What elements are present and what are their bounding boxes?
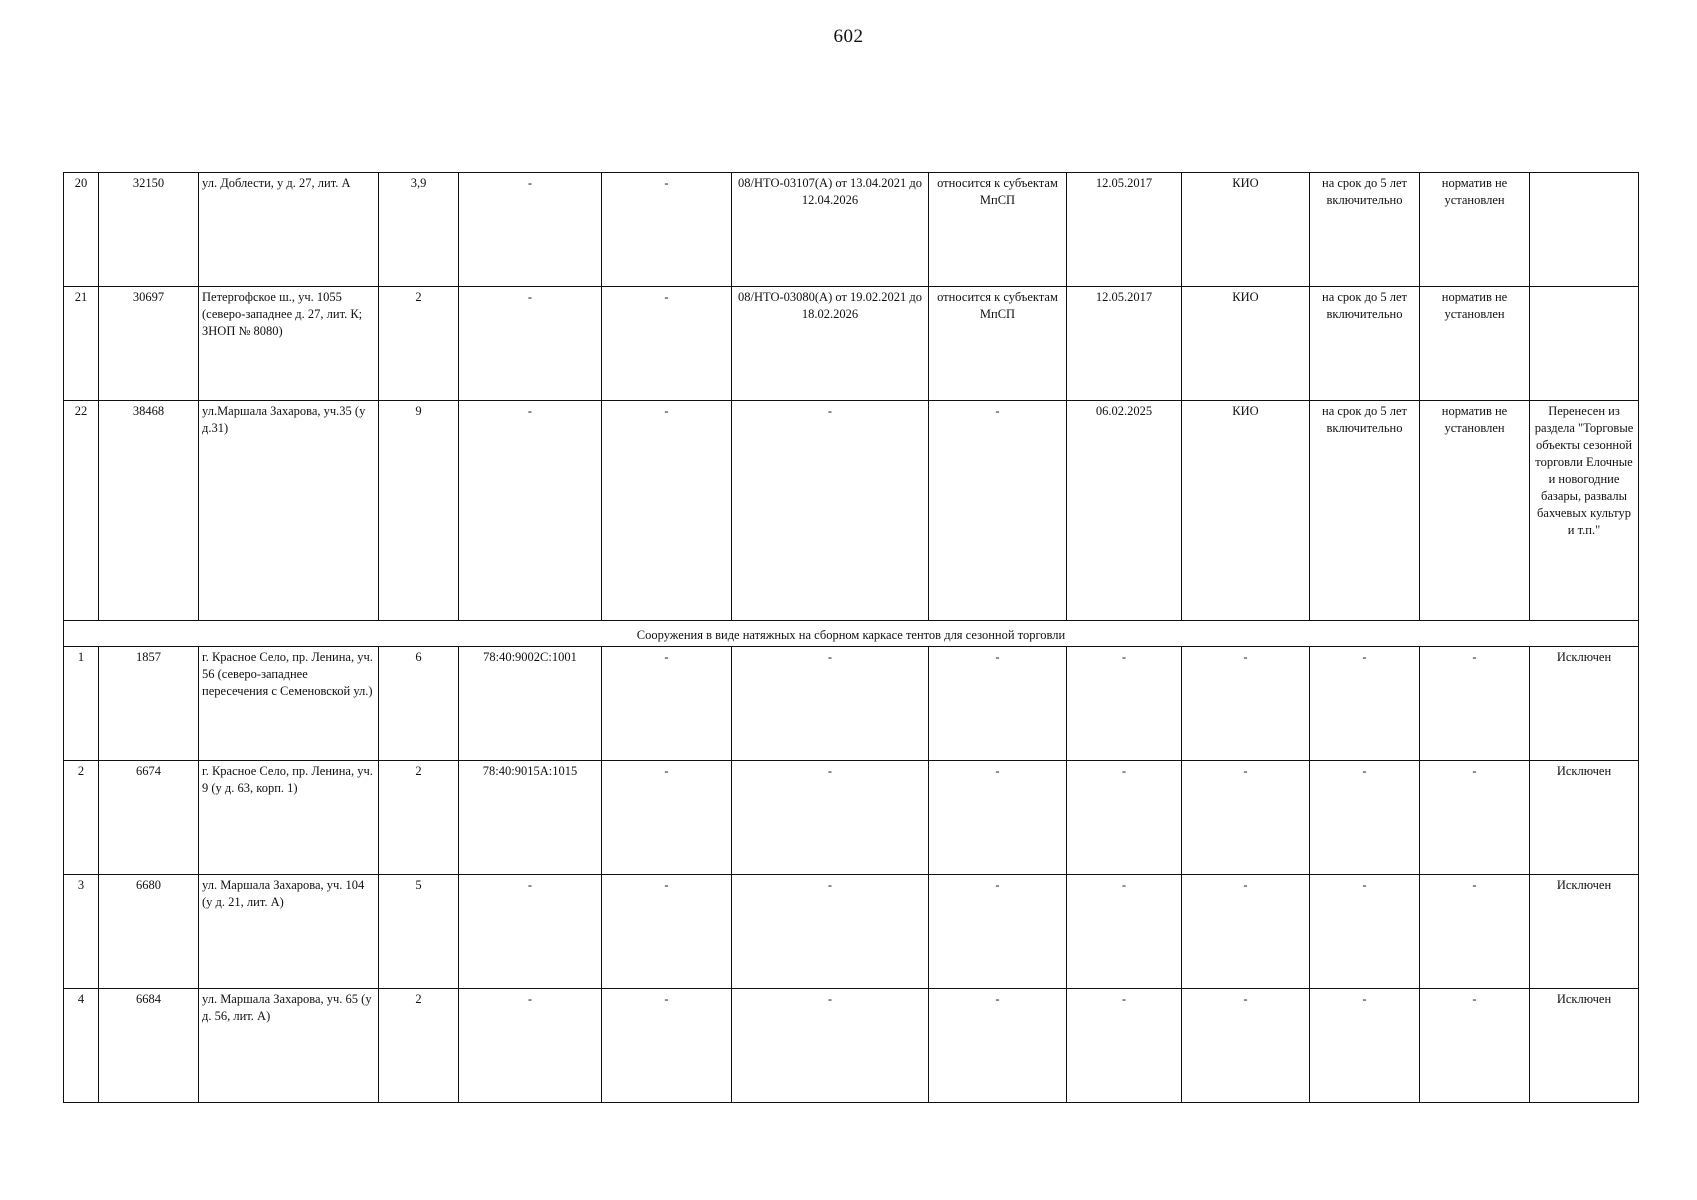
cell-col6: - [602,761,732,875]
cell-contract: 08/НТО-03080(А) от 19.02.2021 до 18.02.2026 [732,287,929,401]
table-row [64,875,1639,989]
cell-note [1530,287,1639,401]
cell-address: г. Красное Село, пр. Ленина, уч. 56 (северо-западнее пересечения с Семеновской ул.) [199,647,379,761]
cell-term: - [1310,989,1420,1103]
cell-term: - [1310,875,1420,989]
table-row [64,401,1639,621]
cell-address: ул. Маршала Захарова, уч. 65 (у д. 56, лит. А) [199,989,379,1103]
cell-note: Исключен [1530,989,1639,1103]
cell-area: 3,9 [379,173,459,287]
cell-date: - [1067,647,1182,761]
cell-note: Исключен [1530,761,1639,875]
cell-num: 1 [64,647,99,761]
cell-id: 38468 [99,401,199,621]
cell-id: 30697 [99,287,199,401]
table-row [64,989,1639,1103]
cell-cadastral: 78:40:9002С:1001 [459,647,602,761]
cell-smsp: - [929,647,1067,761]
section-header-row [64,621,1639,647]
cell-address: ул.Маршала Захарова, уч.35 (у д.31) [199,401,379,621]
cell-smsp: относится к субъектам МпСП [929,173,1067,287]
cell-id: 6680 [99,875,199,989]
cell-id: 6674 [99,761,199,875]
page-number: 602 [833,26,864,47]
cell-note: Перенесен из раздела "Торговые объекты сезонной торговли Елочные и новогодние базары, развалы бахчевых культур и т.п." [1530,401,1639,621]
cell-term: на срок до 5 лет включительно [1310,401,1420,621]
cell-contract: - [732,989,929,1103]
cell-org: - [1182,989,1310,1103]
cell-org: КИО [1182,401,1310,621]
cell-term: - [1310,647,1420,761]
cell-org: КИО [1182,287,1310,401]
cell-contract: - [732,761,929,875]
cell-date: - [1067,989,1182,1103]
cell-term: на срок до 5 лет включительно [1310,287,1420,401]
cell-col6: - [602,875,732,989]
cell-address: г. Красное Село, пр. Ленина, уч. 9 (у д. 63, корп. 1) [199,761,379,875]
section-title: Сооружения в виде натяжных на сборном каркасе тентов для сезонной торговли [64,621,1639,647]
cell-contract: 08/НТО-03107(А) от 13.04.2021 до 12.04.2026 [732,173,929,287]
cell-area: 2 [379,989,459,1103]
table-row [64,647,1639,761]
cell-cadastral: - [459,287,602,401]
cell-norm: норматив не установлен [1420,401,1530,621]
registry-table [63,172,1639,1103]
cell-org: - [1182,647,1310,761]
table-row [64,761,1639,875]
cell-area: 2 [379,761,459,875]
cell-norm: - [1420,647,1530,761]
cell-area: 2 [379,287,459,401]
cell-col6: - [602,287,732,401]
cell-note: Исключен [1530,647,1639,761]
cell-date: - [1067,875,1182,989]
cell-norm: норматив не установлен [1420,173,1530,287]
cell-address: Петергофское ш., уч. 1055 (северо-западнее д. 27, лит. К; ЗНОП № 8080) [199,287,379,401]
cell-smsp: - [929,875,1067,989]
cell-org: - [1182,761,1310,875]
cell-norm: норматив не установлен [1420,287,1530,401]
table-row [64,173,1639,287]
cell-col6: - [602,647,732,761]
cell-contract: - [732,875,929,989]
cell-org: КИО [1182,173,1310,287]
cell-term: - [1310,761,1420,875]
cell-contract: - [732,401,929,621]
cell-area: 6 [379,647,459,761]
cell-area: 5 [379,875,459,989]
cell-cadastral: - [459,989,602,1103]
cell-cadastral: - [459,401,602,621]
cell-norm: - [1420,989,1530,1103]
cell-date: 06.02.2025 [1067,401,1182,621]
cell-norm: - [1420,761,1530,875]
cell-col6: - [602,173,732,287]
cell-cadastral: - [459,173,602,287]
cell-num: 20 [64,173,99,287]
cell-cadastral: 78:40:9015А:1015 [459,761,602,875]
cell-norm: - [1420,875,1530,989]
cell-num: 2 [64,761,99,875]
cell-note: Исключен [1530,875,1639,989]
cell-area: 9 [379,401,459,621]
cell-smsp: - [929,989,1067,1103]
cell-date: - [1067,761,1182,875]
cell-smsp: - [929,761,1067,875]
cell-cadastral: - [459,875,602,989]
cell-smsp: относится к субъектам МпСП [929,287,1067,401]
cell-col6: - [602,401,732,621]
cell-id: 6684 [99,989,199,1103]
cell-num: 4 [64,989,99,1103]
cell-date: 12.05.2017 [1067,287,1182,401]
cell-id: 32150 [99,173,199,287]
cell-term: на срок до 5 лет включительно [1310,173,1420,287]
cell-num: 21 [64,287,99,401]
cell-id: 1857 [99,647,199,761]
cell-col6: - [602,989,732,1103]
cell-org: - [1182,875,1310,989]
cell-num: 3 [64,875,99,989]
cell-date: 12.05.2017 [1067,173,1182,287]
cell-num: 22 [64,401,99,621]
cell-contract: - [732,647,929,761]
cell-note [1530,173,1639,287]
cell-address: ул. Маршала Захарова, уч. 104 (у д. 21, лит. А) [199,875,379,989]
cell-smsp: - [929,401,1067,621]
table-row [64,287,1639,401]
cell-address: ул. Доблести, у д. 27, лит. А [199,173,379,287]
